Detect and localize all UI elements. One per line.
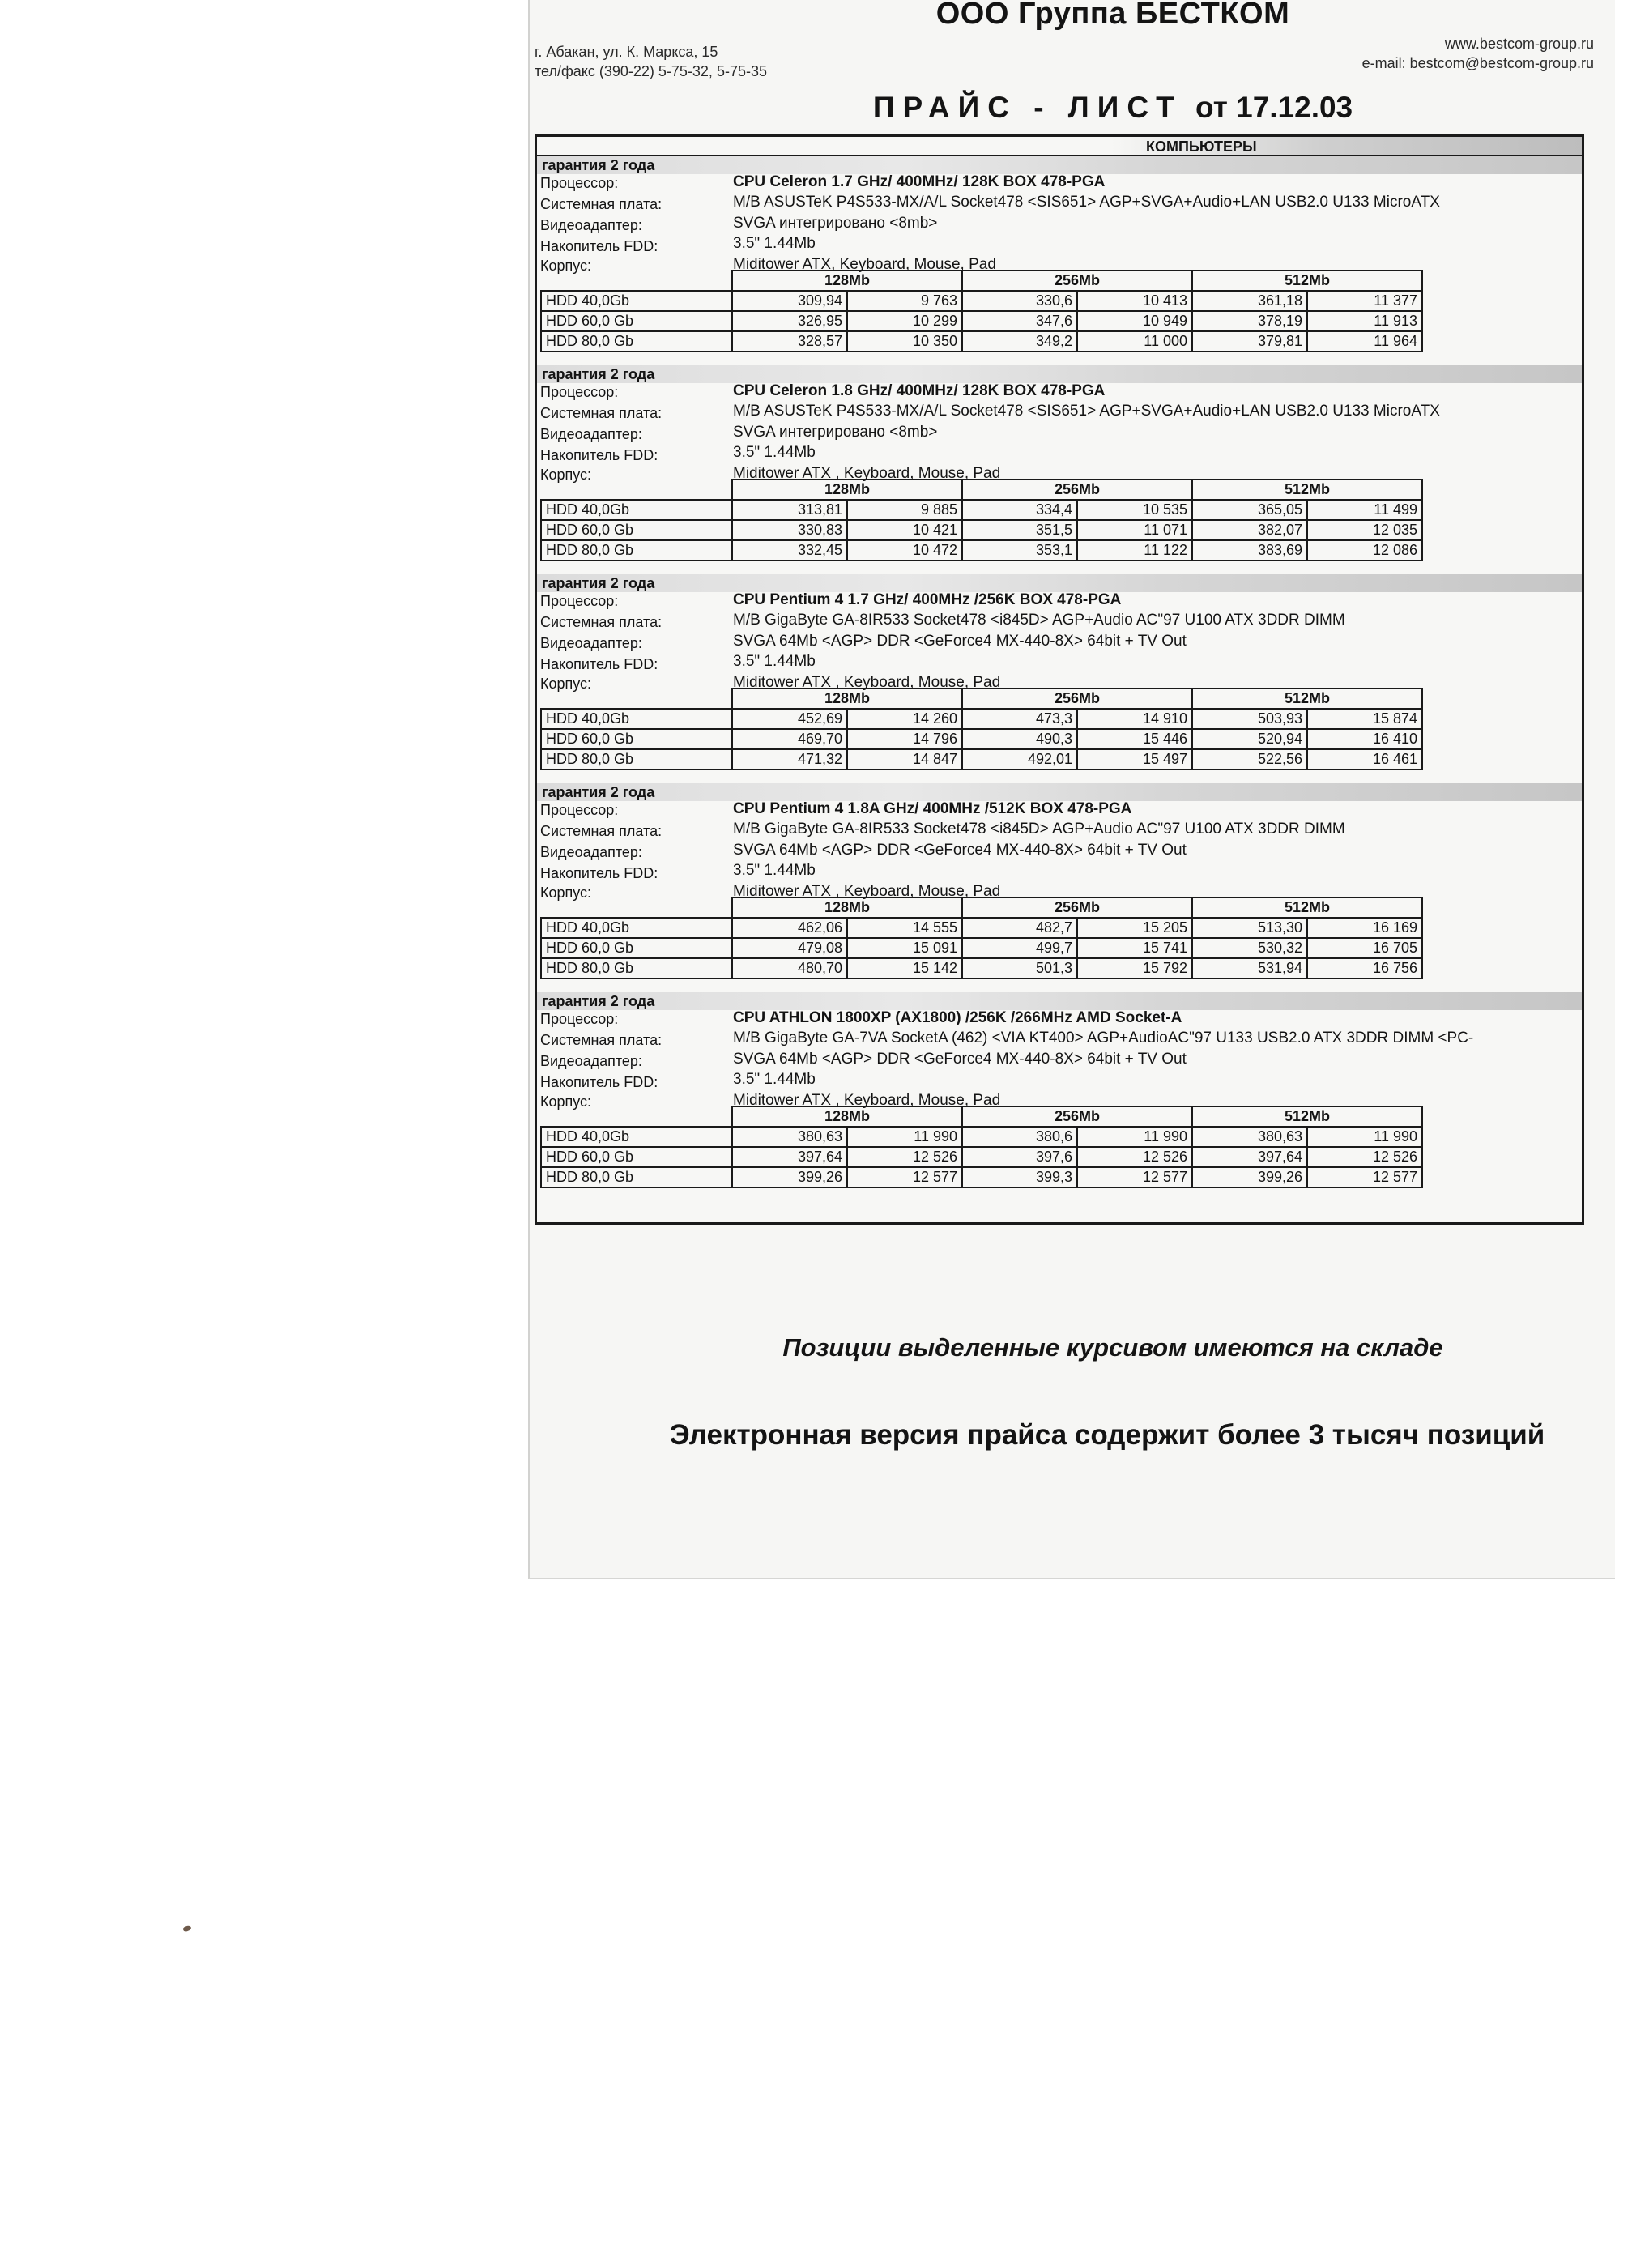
price-rub-cell: 10 421: [847, 520, 962, 540]
price-rub-cell: 11 990: [1307, 1127, 1422, 1147]
price-rub-cell: 12 035: [1307, 520, 1422, 540]
spec-label-video: Видеоадаптер:: [540, 1053, 642, 1069]
table-row: [541, 729, 1422, 749]
hdd-label: HDD 60,0 Gb: [541, 938, 732, 958]
ram-header: 512Mb: [1192, 1106, 1422, 1127]
spec-label-processor: Процессор:: [540, 384, 619, 400]
table-row: [541, 749, 1422, 770]
spec-value-fdd: 3.5" 1.44Mb: [733, 444, 816, 461]
price-usd-cell: 499,7: [962, 938, 1077, 958]
price-usd-cell: 347,6: [962, 311, 1077, 331]
warranty-label: гарантия 2 года: [537, 992, 1582, 1010]
table-row: [541, 709, 1422, 729]
price-rub-cell: 16 461: [1307, 749, 1422, 770]
price-usd-cell: 482,7: [962, 918, 1077, 938]
ram-header: 128Mb: [732, 688, 962, 709]
price-usd-cell: 473,3: [962, 709, 1077, 729]
price-rub-cell: 11 000: [1077, 331, 1192, 352]
hdd-label: HDD 60,0 Gb: [541, 311, 732, 331]
spec-label-processor: Процессор:: [540, 593, 619, 609]
spec-value-video: SVGA 64Mb <AGP> DDR <GeForce4 MX-440-8X> 64bit + TV Out: [733, 1051, 1187, 1068]
price-rub-cell: 14 260: [847, 709, 962, 729]
spec-value-case: Miditower ATX, Keyboard, Mouse, Pad: [733, 256, 996, 273]
price-rub-cell: 16 169: [1307, 918, 1422, 938]
spec-value-fdd: 3.5" 1.44Mb: [733, 1071, 816, 1088]
price-usd-cell: 326,95: [732, 311, 847, 331]
table-corner: [541, 897, 732, 918]
price-usd-cell: 397,64: [732, 1147, 847, 1167]
price-table: [540, 479, 1423, 561]
price-rub-cell: 10 299: [847, 311, 962, 331]
spec-label-fdd: Накопитель FDD:: [540, 447, 658, 463]
price-rub-cell: 15 142: [847, 958, 962, 978]
price-usd-cell: 361,18: [1192, 291, 1307, 311]
price-usd-cell: 471,32: [732, 749, 847, 770]
spec-value-fdd: 3.5" 1.44Mb: [733, 653, 816, 670]
price-rub-cell: 11 964: [1307, 331, 1422, 352]
price-rub-cell: 15 497: [1077, 749, 1192, 770]
price-rub-cell: 12 577: [1077, 1167, 1192, 1187]
price-rub-cell: 12 526: [847, 1147, 962, 1167]
price-usd-cell: 382,07: [1192, 520, 1307, 540]
product-block: [537, 156, 1582, 364]
price-table: [540, 897, 1423, 979]
title-main: ПРАЙС - ЛИСТ: [872, 91, 1182, 124]
price-usd-cell: 380,63: [1192, 1127, 1307, 1147]
table-corner: [541, 271, 732, 291]
price-usd-cell: 351,5: [962, 520, 1077, 540]
warranty-label: гарантия 2 года: [537, 574, 1582, 592]
ram-header: 256Mb: [962, 688, 1192, 709]
price-rub-cell: 11 122: [1077, 540, 1192, 561]
price-usd-cell: 397,6: [962, 1147, 1077, 1167]
table-corner: [541, 1106, 732, 1127]
hdd-label: HDD 40,0Gb: [541, 291, 732, 311]
table-row: [541, 1127, 1422, 1147]
price-rub-cell: 9 885: [847, 500, 962, 520]
price-rub-cell: 14 555: [847, 918, 962, 938]
company-phone: тел/факс (390-22) 5-75-32, 5-75-35: [535, 63, 767, 79]
spec-label-video: Видеоадаптер:: [540, 635, 642, 651]
product-block: [537, 574, 1582, 782]
spec-value-mb: M/B ASUSTeK P4S533-MX/A/L Socket478 <SIS651> AGP+SVGA+Audio+LAN USB2.0 U133 MicroATX: [733, 194, 1440, 211]
spec-value-mb: M/B GigaByte GA-7VA SocketA (462) <VIA KT400> AGP+AudioAC"97 U133 USB2.0 ATX 3DDR DIMM <PC-: [733, 1030, 1474, 1047]
hdd-label: HDD 60,0 Gb: [541, 520, 732, 540]
hdd-label: HDD 60,0 Gb: [541, 1147, 732, 1167]
table-row: [541, 938, 1422, 958]
price-rub-cell: 15 205: [1077, 918, 1192, 938]
price-usd-cell: 399,3: [962, 1167, 1077, 1187]
spec-value-mb: M/B GigaByte GA-8IR533 Socket478 <i845D> AGP+Audio AC"97 U100 ATX 3DDR DIMM: [733, 821, 1345, 838]
spec-label-motherboard: Системная плата:: [540, 1032, 663, 1048]
price-usd-cell: 490,3: [962, 729, 1077, 749]
electronic-version-note: Электронная версия прайса содержит более 3 тысяч позиций: [669, 1419, 1545, 1451]
price-rub-cell: 14 847: [847, 749, 962, 770]
spec-value-cpu: CPU ATHLON 1800XP (AX1800) /256K /266MHz AMD Socket-A: [733, 1009, 1182, 1026]
spec-value-cpu: CPU Pentium 4 1.7 GHz/ 400MHz /256K BOX 478-PGA: [733, 591, 1122, 608]
spec-value-fdd: 3.5" 1.44Mb: [733, 235, 816, 252]
price-rub-cell: 11 499: [1307, 500, 1422, 520]
table-row: [541, 1167, 1422, 1187]
price-usd-cell: 330,6: [962, 291, 1077, 311]
spec-label-processor: Процессор:: [540, 802, 619, 818]
section-header: КОМПЬЮТЕРЫ: [537, 137, 1582, 156]
price-usd-cell: 462,06: [732, 918, 847, 938]
paper-speck: [182, 1925, 191, 1932]
hdd-label: HDD 80,0 Gb: [541, 1167, 732, 1187]
ram-header: 256Mb: [962, 480, 1192, 500]
price-rub-cell: 12 526: [1307, 1147, 1422, 1167]
price-rub-cell: 15 792: [1077, 958, 1192, 978]
hdd-label: HDD 80,0 Gb: [541, 749, 732, 770]
table-row: [541, 291, 1422, 311]
table-corner: [541, 480, 732, 500]
price-usd-cell: 379,81: [1192, 331, 1307, 352]
price-rub-cell: 10 472: [847, 540, 962, 561]
price-rub-cell: 15 741: [1077, 938, 1192, 958]
spec-value-case: Miditower ATX , Keyboard, Mouse, Pad: [733, 465, 1001, 482]
warranty-label: гарантия 2 года: [537, 783, 1582, 801]
price-list-title: [530, 91, 1615, 125]
hdd-label: HDD 60,0 Gb: [541, 729, 732, 749]
ram-header: 512Mb: [1192, 271, 1422, 291]
price-usd-cell: 380,63: [732, 1127, 847, 1147]
price-rub-cell: 11 990: [1077, 1127, 1192, 1147]
price-usd-cell: 399,26: [1192, 1167, 1307, 1187]
ram-header: 128Mb: [732, 480, 962, 500]
spec-label-case: Корпус:: [540, 1094, 592, 1110]
table-row: [541, 918, 1422, 938]
table-row: [541, 1147, 1422, 1167]
warranty-label: гарантия 2 года: [537, 156, 1582, 174]
spec-label-fdd: Накопитель FDD:: [540, 1074, 658, 1090]
price-usd-cell: 513,30: [1192, 918, 1307, 938]
price-rub-cell: 16 410: [1307, 729, 1422, 749]
hdd-label: HDD 40,0Gb: [541, 1127, 732, 1147]
company-name: ООО Группа БЕСТКОМ: [935, 0, 1290, 31]
company-website: www.bestcom-group.ru: [1444, 36, 1594, 52]
price-usd-cell: 399,26: [732, 1167, 847, 1187]
hdd-label: HDD 40,0Gb: [541, 918, 732, 938]
spec-value-case: Miditower ATX , Keyboard, Mouse, Pad: [733, 883, 1001, 900]
hdd-label: HDD 80,0 Gb: [541, 540, 732, 561]
price-usd-cell: 452,69: [732, 709, 847, 729]
spec-label-video: Видеоадаптер:: [540, 844, 642, 860]
table-row: [541, 540, 1422, 561]
ram-header: 128Mb: [732, 1106, 962, 1127]
price-table: [540, 688, 1423, 770]
price-rub-cell: 16 756: [1307, 958, 1422, 978]
spec-value-case: Miditower ATX , Keyboard, Mouse, Pad: [733, 1092, 1001, 1109]
price-rub-cell: 14 910: [1077, 709, 1192, 729]
hdd-label: HDD 40,0Gb: [541, 500, 732, 520]
price-usd-cell: 383,69: [1192, 540, 1307, 561]
price-rub-cell: 15 091: [847, 938, 962, 958]
price-usd-cell: 397,64: [1192, 1147, 1307, 1167]
title-date: от 17.12.03: [1195, 91, 1353, 124]
spec-label-case: Корпус:: [540, 467, 592, 483]
spec-value-video: SVGA интегрировано <8mb>: [733, 215, 938, 232]
product-block: [537, 783, 1582, 991]
ram-header: 512Mb: [1192, 897, 1422, 918]
price-rub-cell: 11 377: [1307, 291, 1422, 311]
price-rub-cell: 16 705: [1307, 938, 1422, 958]
table-row: [541, 331, 1422, 352]
price-rub-cell: 12 086: [1307, 540, 1422, 561]
price-usd-cell: 328,57: [732, 331, 847, 352]
table-row: [541, 500, 1422, 520]
spec-label-case: Корпус:: [540, 258, 592, 274]
ram-header: 128Mb: [732, 271, 962, 291]
price-rub-cell: 14 796: [847, 729, 962, 749]
company-email: e-mail: bestcom@bestcom-group.ru: [1361, 55, 1594, 71]
company-address: г. Абакан, ул. К. Маркса, 15: [535, 44, 718, 60]
price-table: [540, 1106, 1423, 1188]
table-row: [541, 520, 1422, 540]
stock-note: Позиции выделенные курсивом имеются на складе: [782, 1333, 1443, 1362]
price-list-sheet: [528, 0, 1615, 1580]
price-rub-cell: 12 577: [1307, 1167, 1422, 1187]
spec-value-cpu: CPU Celeron 1.8 GHz/ 400MHz/ 128K BOX 478-PGA: [733, 382, 1106, 399]
spec-value-mb: M/B ASUSTeK P4S533-MX/A/L Socket478 <SIS651> AGP+SVGA+Audio+LAN USB2.0 U133 MicroATX: [733, 403, 1440, 420]
ram-header: 256Mb: [962, 897, 1192, 918]
spec-label-case: Корпус:: [540, 885, 592, 901]
spec-value-fdd: 3.5" 1.44Mb: [733, 862, 816, 879]
price-usd-cell: 501,3: [962, 958, 1077, 978]
price-rub-cell: 10 350: [847, 331, 962, 352]
price-usd-cell: 531,94: [1192, 958, 1307, 978]
spec-label-motherboard: Системная плата:: [540, 823, 663, 839]
spec-label-processor: Процессор:: [540, 175, 619, 191]
price-rub-cell: 10 949: [1077, 311, 1192, 331]
spec-value-video: SVGA 64Mb <AGP> DDR <GeForce4 MX-440-8X> 64bit + TV Out: [733, 842, 1187, 859]
spec-value-video: SVGA интегрировано <8mb>: [733, 424, 938, 441]
price-usd-cell: 365,05: [1192, 500, 1307, 520]
price-usd-cell: 309,94: [732, 291, 847, 311]
spec-value-case: Miditower ATX , Keyboard, Mouse, Pad: [733, 674, 1001, 691]
price-usd-cell: 530,32: [1192, 938, 1307, 958]
price-usd-cell: 503,93: [1192, 709, 1307, 729]
product-block: [537, 365, 1582, 573]
spec-label-video: Видеоадаптер:: [540, 426, 642, 442]
price-usd-cell: 479,08: [732, 938, 847, 958]
price-rub-cell: 12 526: [1077, 1147, 1192, 1167]
ram-header: 256Mb: [962, 271, 1192, 291]
price-rub-cell: 15 874: [1307, 709, 1422, 729]
price-rub-cell: 10 413: [1077, 291, 1192, 311]
price-usd-cell: 330,83: [732, 520, 847, 540]
spec-label-video: Видеоадаптер:: [540, 217, 642, 233]
product-block: [537, 992, 1582, 1200]
spec-label-fdd: Накопитель FDD:: [540, 656, 658, 672]
price-usd-cell: 378,19: [1192, 311, 1307, 331]
price-rub-cell: 15 446: [1077, 729, 1192, 749]
hdd-label: HDD 80,0 Gb: [541, 958, 732, 978]
spec-label-fdd: Накопитель FDD:: [540, 865, 658, 881]
spec-value-cpu: CPU Pentium 4 1.8A GHz/ 400MHz /512K BOX 478-PGA: [733, 800, 1132, 817]
table-row: [541, 311, 1422, 331]
price-usd-cell: 469,70: [732, 729, 847, 749]
ram-header: 128Mb: [732, 897, 962, 918]
table-row: [541, 958, 1422, 978]
ram-header: 512Mb: [1192, 688, 1422, 709]
spec-value-mb: M/B GigaByte GA-8IR533 Socket478 <i845D> AGP+Audio AC"97 U100 ATX 3DDR DIMM: [733, 612, 1345, 629]
spec-label-motherboard: Системная плата:: [540, 196, 663, 212]
ram-header: 256Mb: [962, 1106, 1192, 1127]
table-corner: [541, 688, 732, 709]
hdd-label: HDD 40,0Gb: [541, 709, 732, 729]
price-usd-cell: 313,81: [732, 500, 847, 520]
spec-label-processor: Процессор:: [540, 1011, 619, 1027]
price-rub-cell: 11 071: [1077, 520, 1192, 540]
price-usd-cell: 349,2: [962, 331, 1077, 352]
price-usd-cell: 353,1: [962, 540, 1077, 561]
spec-label-case: Корпус:: [540, 676, 592, 692]
price-usd-cell: 520,94: [1192, 729, 1307, 749]
warranty-label: гарантия 2 года: [537, 365, 1582, 383]
hdd-label: HDD 80,0 Gb: [541, 331, 732, 352]
spec-value-video: SVGA 64Mb <AGP> DDR <GeForce4 MX-440-8X> 64bit + TV Out: [733, 633, 1187, 650]
computers-table: [535, 134, 1584, 1225]
price-rub-cell: 9 763: [847, 291, 962, 311]
spec-label-fdd: Накопитель FDD:: [540, 238, 658, 254]
price-rub-cell: 10 535: [1077, 500, 1192, 520]
price-rub-cell: 11 990: [847, 1127, 962, 1147]
price-usd-cell: 332,45: [732, 540, 847, 561]
price-rub-cell: 12 577: [847, 1167, 962, 1187]
price-usd-cell: 380,6: [962, 1127, 1077, 1147]
price-rub-cell: 11 913: [1307, 311, 1422, 331]
price-usd-cell: 492,01: [962, 749, 1077, 770]
price-usd-cell: 522,56: [1192, 749, 1307, 770]
spec-label-motherboard: Системная плата:: [540, 405, 663, 421]
price-usd-cell: 334,4: [962, 500, 1077, 520]
price-table: [540, 270, 1423, 352]
spec-label-motherboard: Системная плата:: [540, 614, 663, 630]
ram-header: 512Mb: [1192, 480, 1422, 500]
price-usd-cell: 480,70: [732, 958, 847, 978]
spec-value-cpu: CPU Celeron 1.7 GHz/ 400MHz/ 128K BOX 478-PGA: [733, 173, 1106, 190]
